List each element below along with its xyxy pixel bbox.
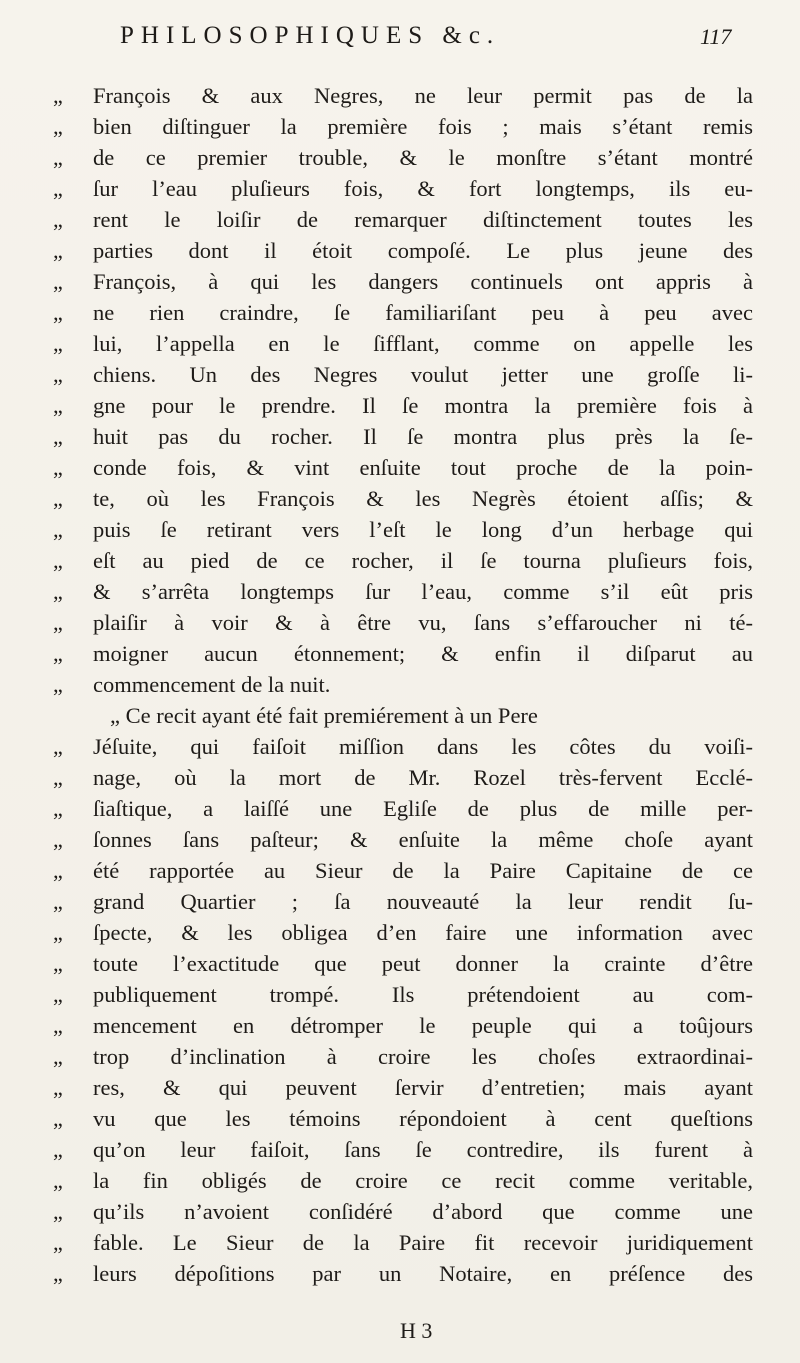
- quote-marker: „: [53, 889, 63, 914]
- line-text: chiens. Un des Negres voulut jetter une groſſe li-: [93, 362, 753, 387]
- line-text: res, & qui peuvent ſervir d’entretien; mais ayant: [93, 1075, 753, 1100]
- line-text: vu que les témoins répondoient à cent queſtions: [93, 1106, 753, 1131]
- line-text: la fin obligés de croire ce recit comme veritable,: [93, 1168, 753, 1193]
- running-title: PHILOSOPHIQUES &c.: [120, 22, 501, 49]
- text-line: [0, 1010, 800, 1041]
- quote-marker: „: [53, 1168, 63, 1193]
- text-line: [0, 545, 800, 576]
- text-line: [0, 359, 800, 390]
- text-line: [0, 638, 800, 669]
- line-text: Jéſuite, qui faiſoit miſſion dans les côtes du voiſi-: [93, 734, 753, 759]
- line-text: gne pour le prendre. Il ſe montra la première fois à: [93, 393, 753, 418]
- line-text: puis ſe retirant vers l’eſt le long d’un herbage qui: [93, 517, 753, 542]
- text-line: [0, 328, 800, 359]
- quote-marker: „: [53, 207, 63, 232]
- line-text: qu’ils n’avoient conſidéré d’abord que comme une: [93, 1199, 753, 1224]
- line-text: ſonnes ſans paſteur; & enſuite la même choſe ayant: [93, 827, 753, 852]
- line-text: plaiſir à voir & à être vu, ſans s’effaroucher ni té-: [93, 610, 753, 635]
- quote-marker: „: [53, 827, 63, 852]
- quote-marker: „: [53, 1106, 63, 1131]
- text-line: [0, 793, 800, 824]
- quote-marker: „: [53, 1199, 63, 1224]
- quote-marker: „: [53, 610, 63, 635]
- line-text: de ce premier trouble, & le monſtre s’étant montré: [93, 145, 753, 170]
- quote-marker: „: [53, 1044, 63, 1069]
- text-line: [0, 204, 800, 235]
- quote-marker: „: [53, 1013, 63, 1038]
- signature-mark: H 3: [400, 1318, 433, 1343]
- quote-marker: „: [53, 145, 63, 170]
- text-line: [0, 855, 800, 886]
- quote-marker: „: [53, 734, 63, 759]
- line-text: leurs dépoſitions par un Notaire, en préſence des: [93, 1261, 753, 1286]
- line-text: François & aux Negres, ne leur permit pas de la: [93, 83, 753, 108]
- quote-marker: „: [53, 517, 63, 542]
- line-text: trop d’inclination à croire les choſes extraordinai-: [93, 1044, 753, 1069]
- text-line: [0, 700, 800, 731]
- line-text: qu’on leur faiſoit, ſans ſe contredire, ils furent à: [93, 1137, 753, 1162]
- text-line: [0, 1134, 800, 1165]
- text-line: [0, 80, 800, 111]
- text-line: [0, 421, 800, 452]
- line-text: toute l’exactitude que peut donner la crainte d’être: [93, 951, 753, 976]
- line-text: ſiaſtique, a laiſſé une Egliſe de plus de mille per-: [93, 796, 753, 821]
- text-line: [0, 886, 800, 917]
- text-line: [0, 1103, 800, 1134]
- quote-marker: „: [53, 83, 63, 108]
- text-line: [0, 111, 800, 142]
- line-text: „ Ce recit ayant été fait premiérement à un Pere: [110, 703, 538, 728]
- line-text: moigner aucun étonnement; & enfin il diſparut au: [93, 641, 753, 666]
- line-text: fable. Le Sieur de la Paire fit recevoir juridiquement: [93, 1230, 753, 1255]
- text-line: [0, 917, 800, 948]
- quote-marker: „: [53, 1261, 63, 1286]
- line-text: & s’arrêta longtemps ſur l’eau, comme s’il eût pris: [93, 579, 753, 604]
- quote-marker: „: [53, 486, 63, 511]
- line-text: nage, où la mort de Mr. Rozel très-fervent Ecclé-: [93, 765, 753, 790]
- text-line: [0, 762, 800, 793]
- quote-marker: „: [53, 424, 63, 449]
- text-line: [0, 297, 800, 328]
- quote-marker: „: [53, 796, 63, 821]
- quote-marker: „: [53, 331, 63, 356]
- quote-marker: „: [53, 548, 63, 573]
- text-line: [0, 452, 800, 483]
- text-line: [0, 483, 800, 514]
- line-text: publiquement trompé. Ils prétendoient au com-: [93, 982, 753, 1007]
- quote-marker: „: [53, 114, 63, 139]
- text-line: [0, 576, 800, 607]
- line-text: lui, l’appella en le ſifflant, comme on appelle les: [93, 331, 753, 356]
- text-line: [0, 669, 800, 700]
- line-text: commencement de la nuit.: [93, 672, 331, 697]
- quote-marker: „: [53, 982, 63, 1007]
- quote-marker: „: [53, 951, 63, 976]
- text-line: [0, 514, 800, 545]
- line-text: mencement en détromper le peuple qui a toûjours: [93, 1013, 753, 1038]
- line-text: conde fois, & vint enſuite tout proche de la poin-: [93, 455, 753, 480]
- quote-marker: „: [53, 1230, 63, 1255]
- text-line: [0, 266, 800, 297]
- line-text: huit pas du rocher. Il ſe montra plus près la ſe-: [93, 424, 753, 449]
- text-line: [0, 142, 800, 173]
- line-text: eſt au pied de ce rocher, il ſe tourna pluſieurs fois,: [93, 548, 753, 573]
- text-line: [0, 824, 800, 855]
- text-line: [0, 1196, 800, 1227]
- text-line: [0, 1165, 800, 1196]
- text-line: [0, 1227, 800, 1258]
- text-line: [0, 1041, 800, 1072]
- quote-marker: „: [53, 269, 63, 294]
- quote-marker: „: [53, 455, 63, 480]
- text-line: [0, 607, 800, 638]
- quote-marker: „: [53, 920, 63, 945]
- line-text: ne rien craindre, ſe familiariſant peu à peu avec: [93, 300, 753, 325]
- text-line: [0, 1258, 800, 1289]
- quote-marker: „: [53, 176, 63, 201]
- text-line: [0, 731, 800, 762]
- line-text: été rapportée au Sieur de la Paire Capitaine de ce: [93, 858, 753, 883]
- line-text: ſpecte, & les obligea d’en faire une information avec: [93, 920, 753, 945]
- line-text: te, où les François & les Negrès étoient aſſis; &: [93, 486, 753, 511]
- line-text: grand Quartier ; ſa nouveauté la leur rendit ſu-: [93, 889, 753, 914]
- quote-marker: „: [53, 300, 63, 325]
- text-line: [0, 173, 800, 204]
- quote-marker: „: [53, 1075, 63, 1100]
- text-line: [0, 235, 800, 266]
- quote-marker: „: [53, 858, 63, 883]
- quote-marker: „: [53, 393, 63, 418]
- quote-marker: „: [53, 362, 63, 387]
- quote-marker: „: [53, 641, 63, 666]
- quote-marker: „: [53, 765, 63, 790]
- quote-marker: „: [53, 238, 63, 263]
- line-text: bien diſtinguer la première fois ; mais s’étant remis: [93, 114, 753, 139]
- line-text: ſur l’eau pluſieurs fois, & fort longtemps, ils eu-: [93, 176, 753, 201]
- line-text: rent le loiſir de remarquer diſtinctement toutes les: [93, 207, 753, 232]
- page-header: [0, 14, 800, 64]
- page-number: 117: [700, 24, 732, 49]
- line-text: parties dont il étoit compoſé. Le plus jeune des: [93, 238, 753, 263]
- quote-marker: „: [53, 672, 63, 697]
- text-line: [0, 979, 800, 1010]
- quote-marker: „: [53, 1137, 63, 1162]
- text-line: [0, 948, 800, 979]
- text-line: [0, 1072, 800, 1103]
- line-text: François, à qui les dangers continuels ont appris à: [93, 269, 753, 294]
- quote-marker: „: [53, 579, 63, 604]
- text-line: [0, 390, 800, 421]
- body-text: [0, 80, 800, 1289]
